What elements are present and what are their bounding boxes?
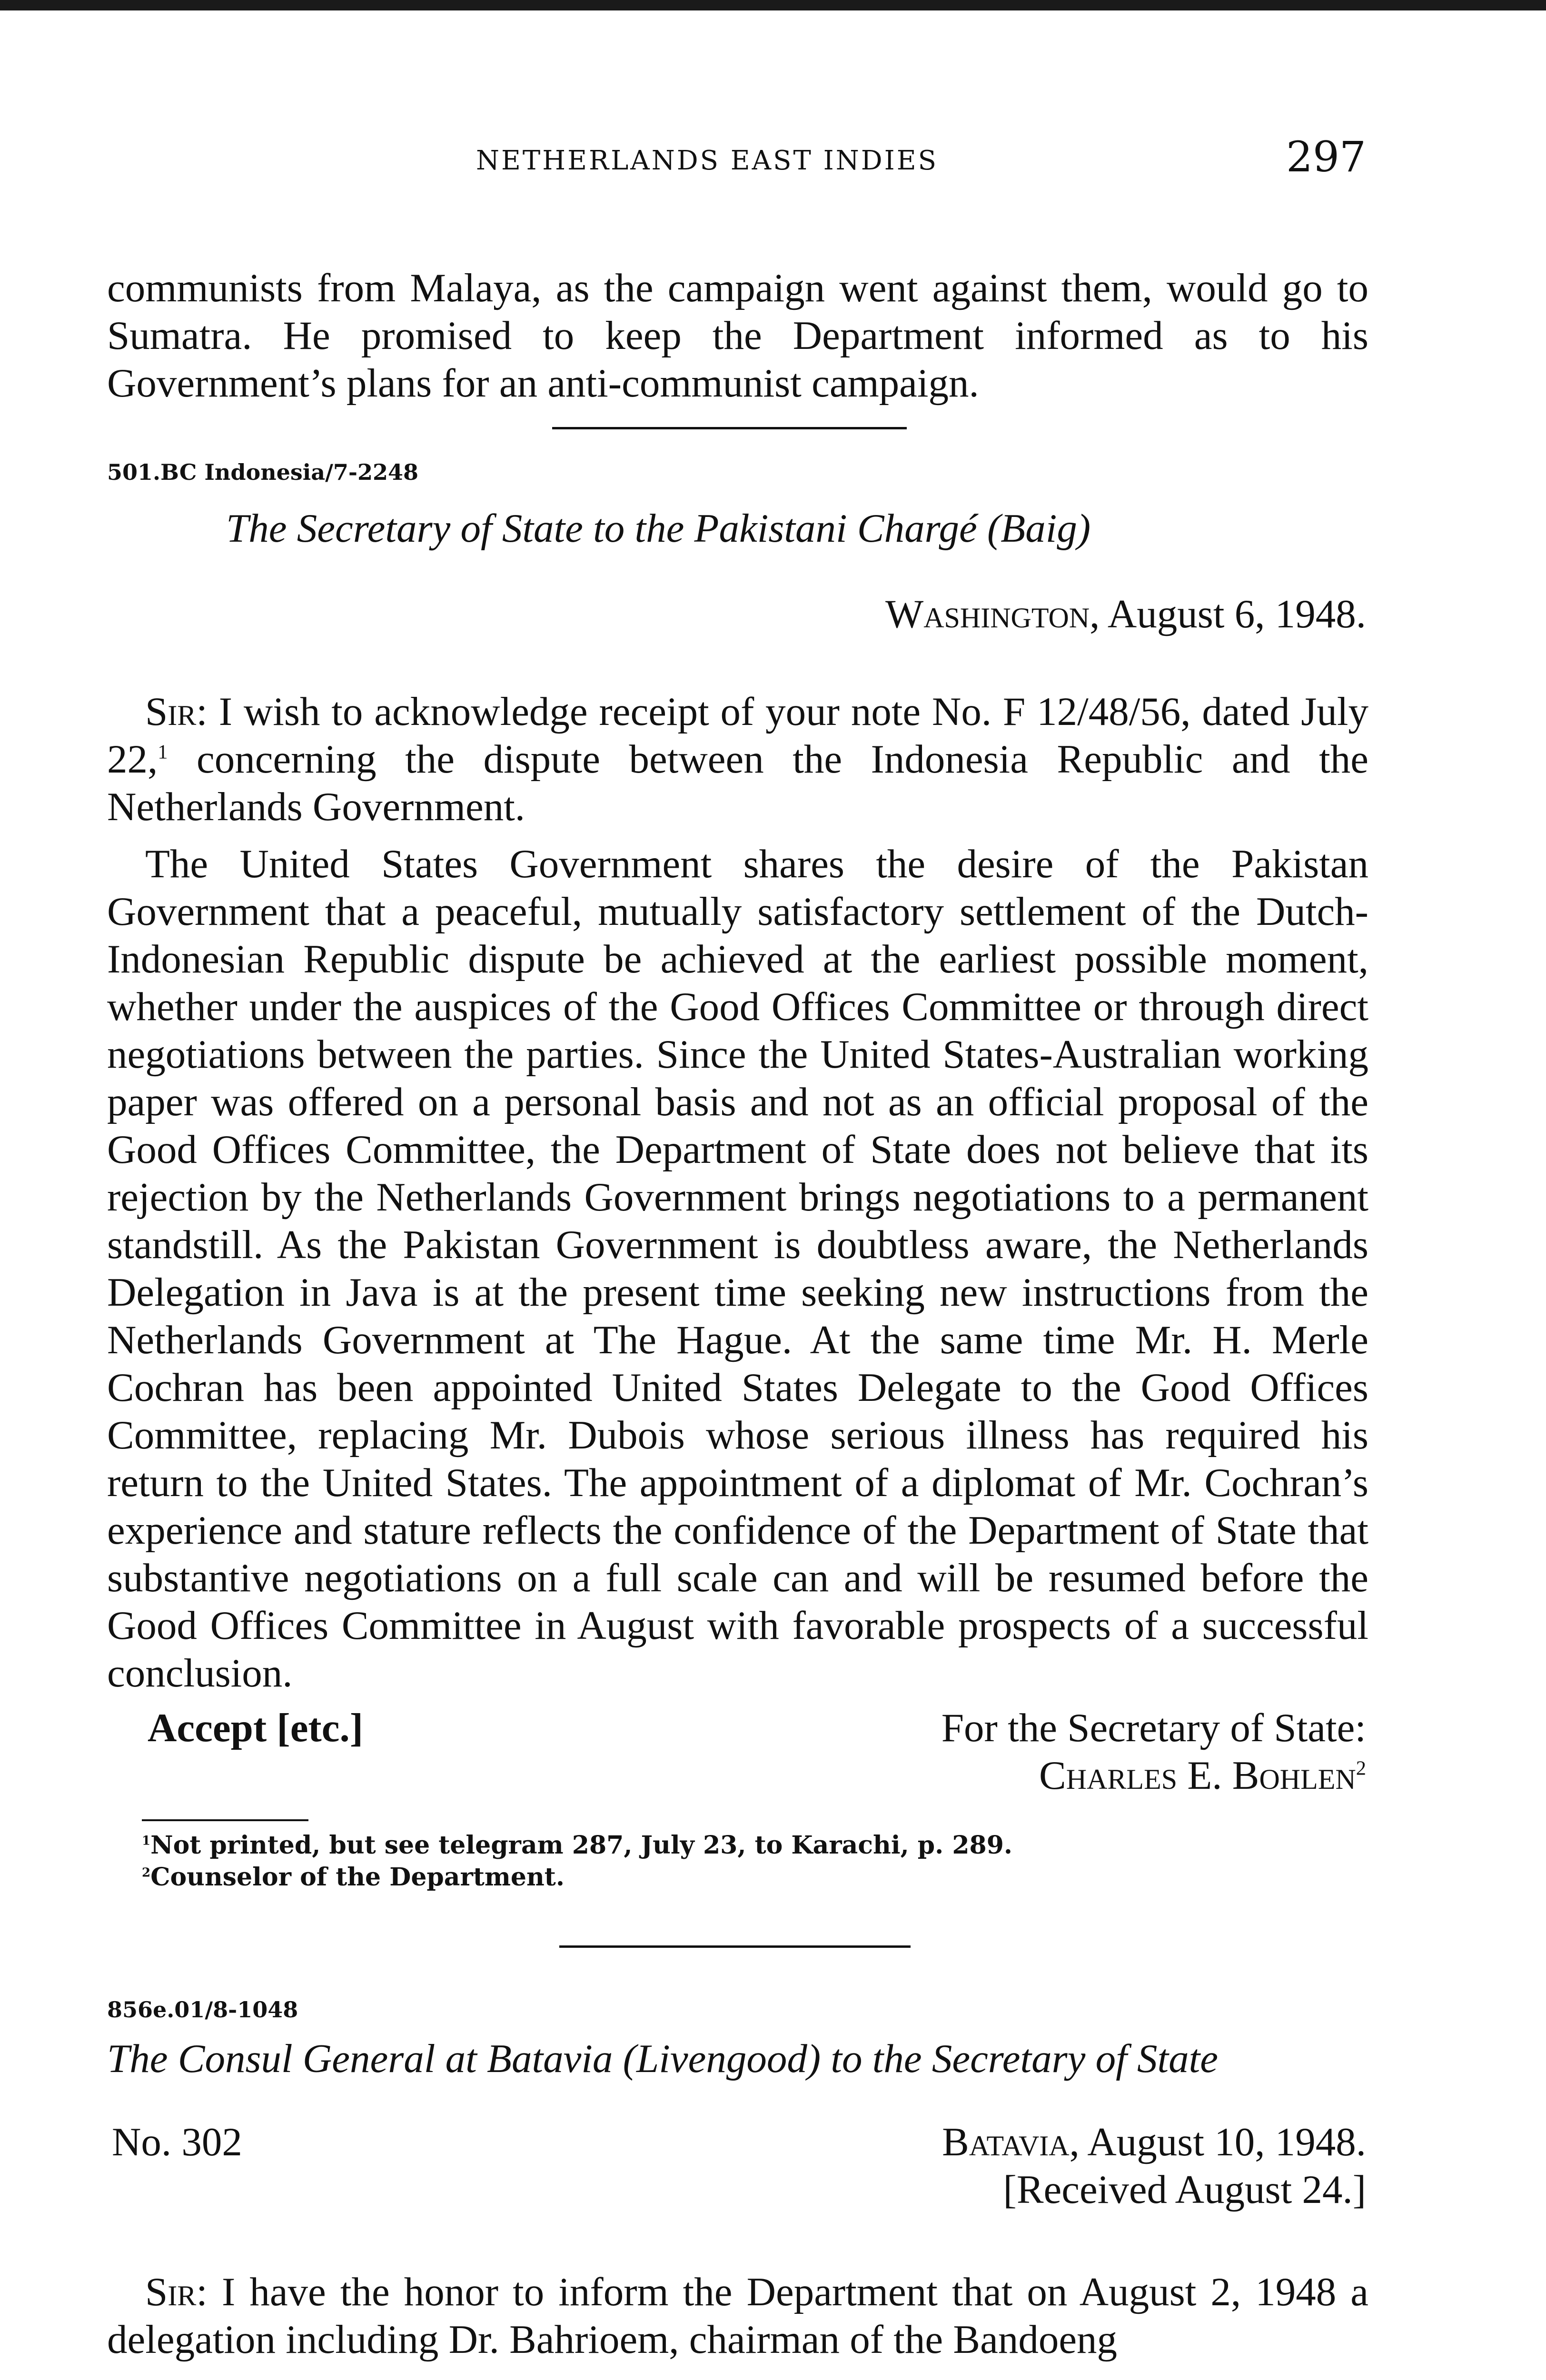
- running-title: NETHERLANDS EAST INDIES: [476, 145, 939, 176]
- heading-text-cont: to the Secretary of State: [821, 2036, 1218, 2081]
- footnote-1: [142, 1830, 1012, 1861]
- for-line: For the Secretary of State:: [941, 1706, 1366, 1750]
- despatch-number: No. 302: [112, 2120, 242, 2164]
- received-date: [Received August 24.]: [1003, 2167, 1366, 2212]
- page-number: 297: [1286, 132, 1366, 181]
- footnote-rule: [142, 1819, 308, 1821]
- heading-text: The Secretary of State to the Pakistani Chargé: [226, 506, 987, 551]
- letter-paragraph-1: [107, 2268, 1368, 2363]
- dateline: [714, 590, 1366, 638]
- document-heading: [107, 2035, 1218, 2082]
- paragraph-text-cont: concerning the dispute between the Indonesia Republic and the Netherlands Government.: [107, 737, 1368, 829]
- signature: [762, 1752, 1366, 1799]
- dateline: [762, 2118, 1366, 2166]
- continued-paragraph: communists from Malaya, as the campaign went against them, would go to Sumatra. He promised to keep the Department informed as to his Government’s plans for an anti-communist campaign.: [107, 266, 1368, 406]
- paragraph-text: : I have the honor to inform the Department that on August 2, 1948 a delegation including Dr. Bahrioem, chairman of the Bandoeng: [107, 2270, 1368, 2362]
- salutation: Sir: [145, 2270, 197, 2314]
- section-divider: [552, 427, 907, 429]
- heading-text: The Consul General at Batavia: [107, 2036, 623, 2081]
- closing: Accept [etc.]: [148, 1706, 364, 1750]
- footnote-text: Counselor of the Department.: [150, 1863, 565, 1892]
- section-divider: [559, 1945, 911, 1948]
- salutation: Sir: [145, 689, 197, 734]
- file-reference: 856e.01/8-1048: [107, 1997, 298, 2023]
- file-reference: 501.BC Indonesia/7-2248: [107, 459, 419, 485]
- signatory-name: Charles E. Bohlen: [1039, 1753, 1356, 1798]
- footnote-text: Not printed, but see telegram 287, July 23, to Karachi, p. 289.: [150, 1831, 1013, 1860]
- letter-paragraph-2: The United States Government shares the desire of the Pakistan Government that a peaceful, mutually satisfactory settlement of the Dutch-Indonesian Republic dispute be achieved at the earliest possible moment, whether under the auspices of the Good Offices Committee or through direct negotiations between the parties. Since the United States-Australian working paper was offered on a personal basis and not as an official proposal of the Good Offices Committee, the Department of State does not believe that its rejection by the Netherlands Government brings negotiations to a permanent standstill. As the Pakistan Government is doubtless aware, the Netherlands Delegation in Java is at the present time seeking new instructions from the Netherlands Government at The Hague. At the same time Mr. H. Merle Cochran has been appointed United States Delegate to the Good Offices Committee, replacing Mr. Dubois whose serious illness has required his return to the United States. The appointment of a diplomat of Mr. Cochran’s experience and stature reflects the confidence of the Department of State that substantive negotiations on a full scale can and will be resumed before the Good Offices Committee in August with favorable prospects of a successful conclusion.: [107, 842, 1368, 1696]
- scan-top-border: [0, 0, 1546, 10]
- footnote-2: [142, 1862, 565, 1893]
- footnote-ref-1: 1: [158, 741, 168, 764]
- letter-paragraph-1: [107, 688, 1368, 831]
- document-heading: [226, 505, 1090, 552]
- footnote-mark: 2: [142, 1865, 151, 1880]
- dateline-date: , August 6, 1948.: [1090, 592, 1366, 636]
- dateline-place: Washington: [885, 592, 1090, 636]
- heading-parenthetical: (Baig): [987, 506, 1091, 551]
- paragraph-text: : I wish to acknowledge receipt of your note No. F 12/48/56, dated July 22,: [107, 689, 1368, 782]
- dateline-date: , August 10, 1948.: [1069, 2120, 1366, 2164]
- footnote-mark: 1: [142, 1834, 151, 1848]
- dateline-place: Batavia: [942, 2120, 1070, 2164]
- heading-parenthetical: (Livengood): [623, 2036, 821, 2081]
- footnote-ref-2: 2: [1356, 1757, 1366, 1780]
